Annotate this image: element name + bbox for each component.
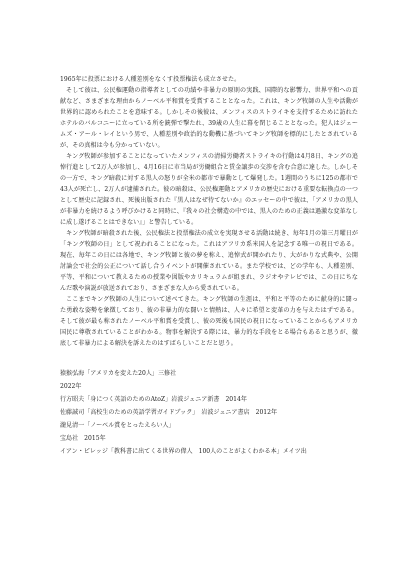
reference-list bbox=[60, 367, 358, 458]
reference-line: 猿猴弘海「アメリカを変えた20人」三修社 bbox=[60, 370, 177, 377]
reference-line: 瀧見清一「ノーベル賞をとったえらい人」 bbox=[60, 422, 175, 429]
reference-line: 宝島社 2015年 bbox=[60, 435, 106, 442]
paragraph-nobel-and-assassination: そして彼は、公民権運動の指導者としての功績や非暴力の原則の実践、国際的な影響力、世界平和への貢献など、さまざまな理由からノーベル平和賞を受賞することとなった。これは、キング牧師の人生や活動が世界的に認められたことを意味する。しかしその後彼は、メンフィスのストライキを支持するために訪れたホテルのバルコニーに立っている所を銃弾で撃たれ、39歳の人生に幕を閉じることとなった。犯人はジェームズ・アール・レイという男で、人種差別や政治的な動機に基づいてキング牧師を標的にしたとされているが、その真相は今も分かっていない。 bbox=[60, 87, 358, 149]
paragraph-voting-rights: 1965年に投票における人種差別をなくす投票権法も成立させた。 bbox=[60, 76, 241, 83]
reference-line: 佐藤誠司「高校生のための英語学習ガイドブック」 岩波ジュニア書店 2012年 bbox=[60, 409, 278, 416]
paragraph-king-day: キング牧師が暗殺された後、公民権法と投票権法の成立を実現させる活動は続き、毎年1月の第三月曜日が「キング牧師の日」として祝われることになった。これはアフリカ系米国人を記念する唯一の祝日である。現在、毎年この日には各地で、キング牧師と彼の夢を称え、追悼式が開かれたり、大がかりな式典や、公開討論会で社会的公正について話し合うイベントが開催されている。また学校では、どの学年も、人種差別、平等、平和について教えるための授業や図版やカリキュラムが組まれ、ラジオやテレビでは、この日にちなんだ歌や演説が放送されており、さまざまな人から愛されている。 bbox=[60, 230, 358, 292]
reference-line: 行方昭夫「身につく英語のためのAtoZ」岩波ジュニア新書 2014年 bbox=[60, 396, 247, 403]
reference-line: イアン・ピレッジ「教科書に出てくる世界の偉人 100人のことがよくわかる本」メイツ出 bbox=[60, 448, 307, 455]
essay-body bbox=[60, 74, 358, 349]
paragraph-memphis-strike: キング牧師が参加することになっていたメンフィスの清掃労働者ストライキの行動は4月8日、キングの追悼行進として2万人が参加し、4月16日に市当局が労働組合と賃金譲歩の交渉を含む合意に達した。しかしその一方で、キング暗殺に対する黒人の怒りが全米の都市で暴動として爆発した。1週間のうちに125の都市で43人が死亡し、2万人が逮捕された。彼の暗殺は、公民権運動とアメリカの歴史における重要な転換点の一つとして歴史に記録され、死後出版された『黒人はなぜ待てないか』のエッセーの中で彼は、「アメリカの黒人が非暴力を続けるよう呼びかけると同時に、『我々の社会構造の中では、黒人のための正義は過激な変革なしに成し遂げることはできない』」と警告している。 bbox=[60, 153, 358, 226]
reference-line: 2022年 bbox=[60, 383, 82, 390]
paragraph-conclusion: ここまでキング牧師の人生について述べてきた。キング牧師の生涯は、平和と平等のために献身的に闘った勇敢な姿勢を象徴しており、彼の非暴力的な闘いと情熱は、人々に希望と変革の力を与えたはずである。そして彼が最も称されたノーベル平和賞を受賞し、彼の死後も国民の祝日になっていることからもアメリカ国民に尊敬されていることがわかる。物事を解決する際には、暴力的な手段をとる場合もあると思うが、徹底して非暴力による解決を訴えたのはすばらしいことだと思う。 bbox=[60, 296, 358, 347]
